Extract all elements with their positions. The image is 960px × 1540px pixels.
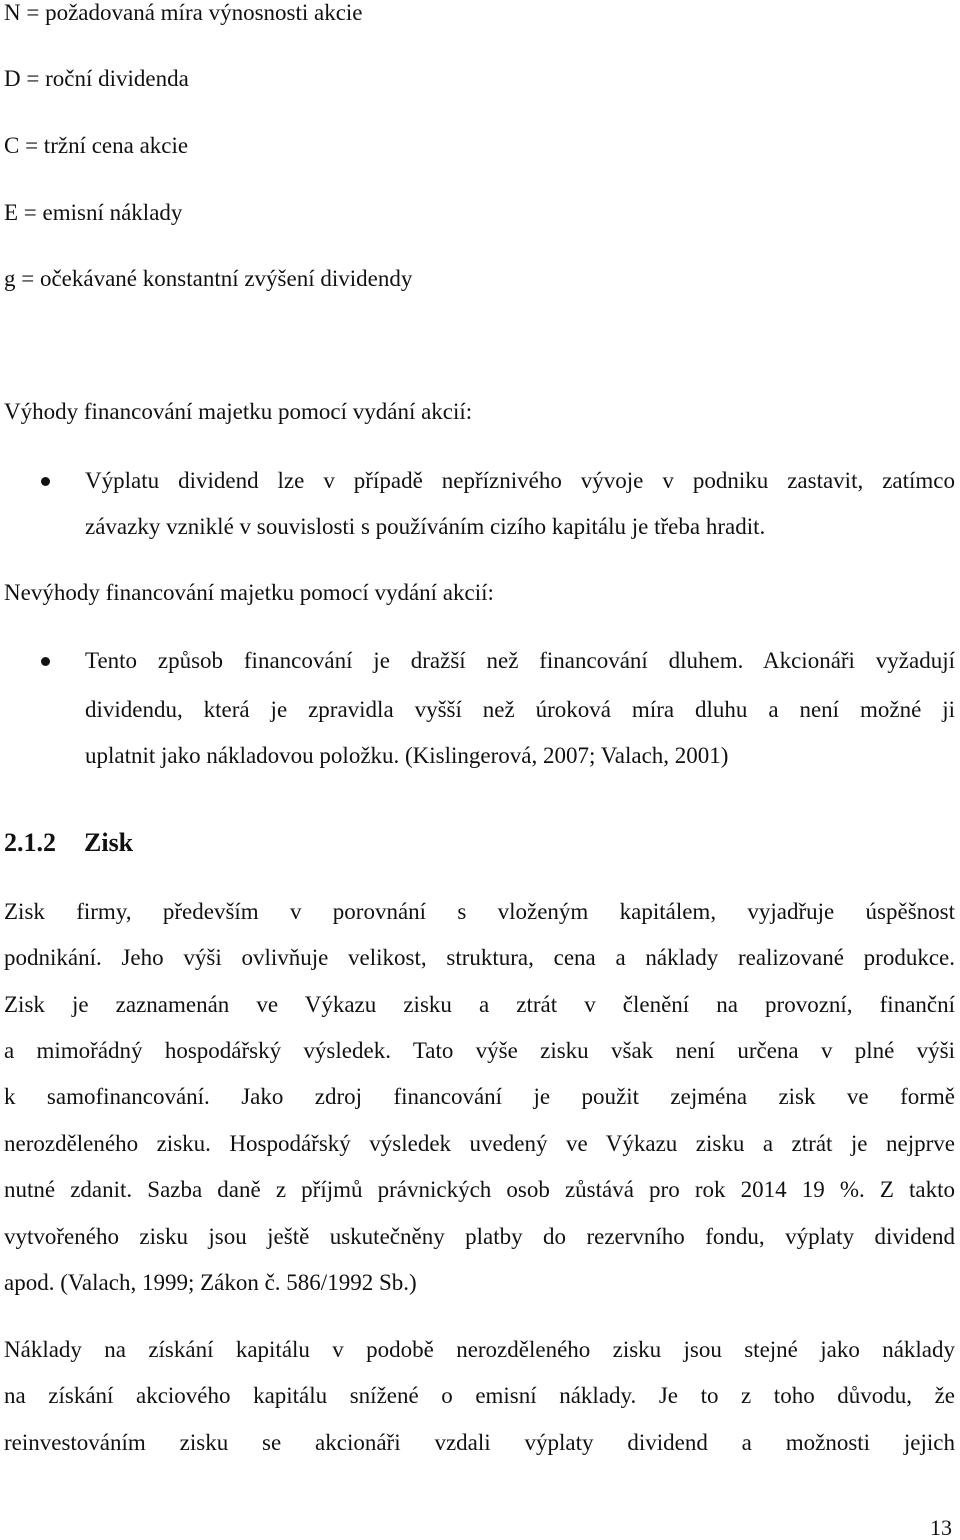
section-heading [4,828,133,858]
definition-c: C = tržní cena akcie [4,133,189,158]
paragraph-line: nerozděleného zisku. Hospodářský výsledek uvedený ve Výkazu zisku a ztrát je nejprve [4,1131,955,1156]
advantages-title: Výhody financování majetku pomocí vydání akcií: [4,399,473,424]
bullet-icon [41,657,50,666]
definition-n: N = požadovaná míra výnosnosti akcie [4,0,363,25]
paragraph-line: a mimořádný hospodářský výsledek. Tato výše zisku však není určena v plné výši [4,1038,955,1063]
paragraph-line: nutné zdanit. Sazba daně z příjmů právnických osob zůstává pro rok 2014 19 %. Z takto [4,1177,955,1202]
definition-g: g = očekávané konstantní zvýšení dividendy [4,266,413,291]
paragraph-line: podnikání. Jeho výši ovlivňuje velikost, struktura, cena a náklady realizované produkce. [4,945,955,970]
advantages-item-line: Výplatu dividend lze v případě nepříznivého vývoje v podniku zastavit, zatímco [85,468,955,493]
definition-e: E = emisní náklady [4,200,183,225]
paragraph-line: reinvestováním zisku se akcionáři vzdali výplaty dividend a možnosti jejich [4,1430,955,1455]
paragraph-line: Zisk firmy, především v porovnání s vloženým kapitálem, vyjadřuje úspěšnost [4,899,955,924]
disadvantages-item-line: dividendu, která je zpravidla vyšší než úroková míra dluhu a není možné ji [85,697,955,722]
disadvantages-item-line: uplatnit jako nákladovou položku. (Kislingerová, 2007; Valach, 2001) [85,743,729,768]
paragraph-line: Zisk je zaznamenán ve Výkazu zisku a ztrát v členění na provozní, finanční [4,992,955,1017]
paragraph-line: Náklady na získání kapitálu v podobě nerozděleného zisku jsou stejné jako náklady [4,1337,955,1362]
paragraph-line: na získání akciového kapitálu snížené o emisní náklady. Je to z toho důvodu, že [4,1383,955,1408]
page-number: 13 [930,1515,952,1540]
paragraph-line: k samofinancování. Jako zdroj financování je použit zejména zisk ve formě [4,1084,955,1109]
advantages-item-line: závazky vzniklé v souvislosti s používáním cizího kapitálu je třeba hradit. [85,514,766,539]
bullet-icon [41,477,50,486]
paragraph-line: vytvořeného zisku jsou ještě uskutečněny platby do rezervního fondu, výplaty dividend [4,1224,955,1249]
disadvantages-item-line: Tento způsob financování je dražší než financování dluhem. Akcionáři vyžadují [85,648,955,673]
section-title: Zisk [84,828,134,857]
definition-d: D = roční dividenda [4,66,189,91]
section-number: 2.1.2 [4,828,56,857]
disadvantages-title: Nevýhody financování majetku pomocí vydání akcií: [4,580,494,605]
paragraph-line: apod. (Valach, 1999; Zákon č. 586/1992 Sb.) [4,1270,417,1295]
